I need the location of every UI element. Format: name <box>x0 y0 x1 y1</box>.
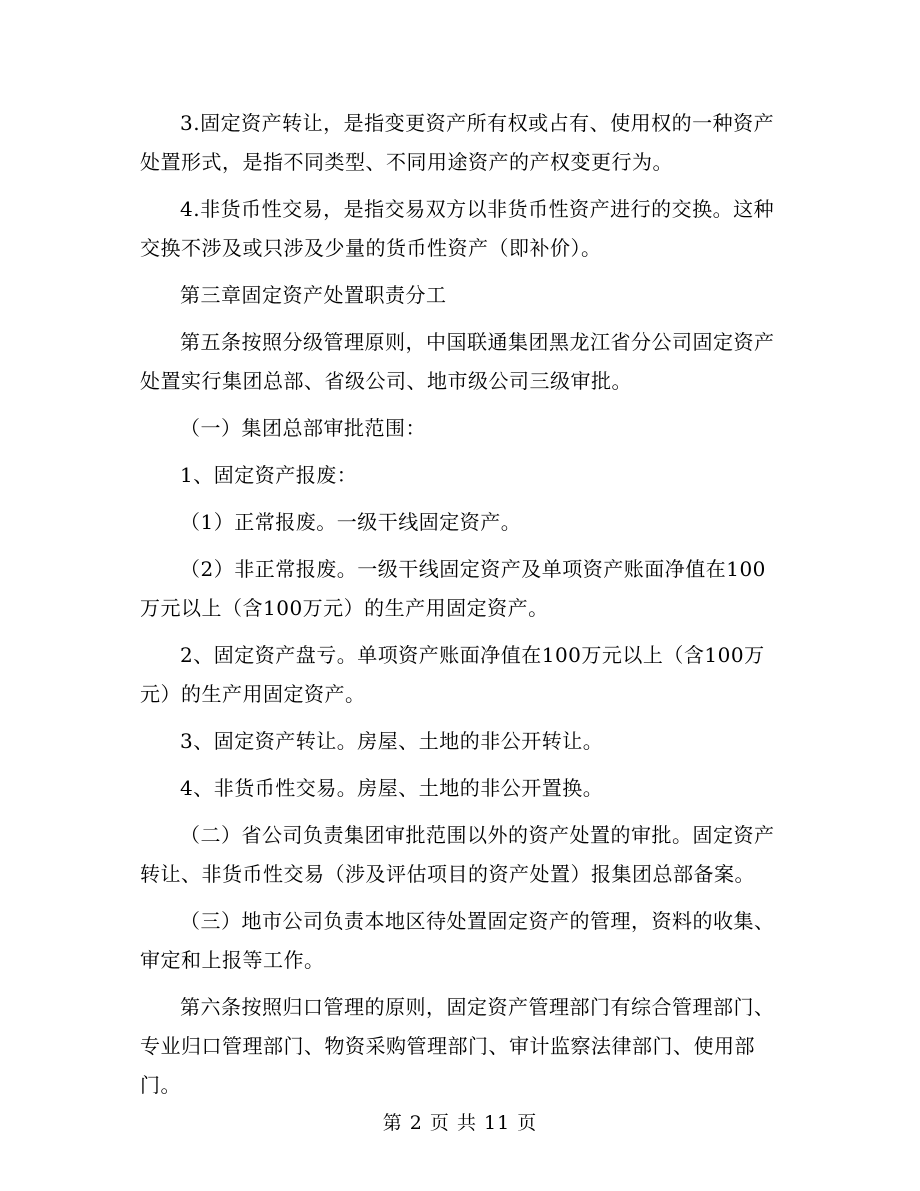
paragraph-transfer-definition: 3.固定资产转让，是指变更资产所有权或占有、使用权的一种资产处置形式，是指不同类型、不同用途资产的产权变更行为。 <box>140 111 775 174</box>
paragraph-scrap: 1、固定资产报废： <box>180 463 358 487</box>
paragraph-article-6: 第六条按照归口管理的原则，固定资产管理部门有综合管理部门、专业归口管理部门、物资采购管理部门、审计监察法律部门、使用部门。 <box>140 995 775 1097</box>
page-number-footer: 第 2 页 共 11 页 <box>382 1112 538 1134</box>
paragraph-nonmonetary-exchange: 4、非货币性交易。房屋、土地的非公开置换。 <box>180 776 604 800</box>
paragraph-asset-transfer: 3、固定资产转让。房屋、土地的非公开转让。 <box>180 729 604 753</box>
paragraph-nonmonetary-definition: 4.非货币性交易，是指交易双方以非货币性资产进行的交换。这种交换不涉及或只涉及少量的货币性资产（即补价）。 <box>140 197 775 260</box>
paragraph-hq-scope: （一）集团总部审批范围： <box>180 416 426 440</box>
paragraph-city-scope: （三）地市公司负责本地区待处置固定资产的管理，资料的收集、审定和上报等工作。 <box>140 909 775 972</box>
document-body <box>140 104 780 1113</box>
paragraph-inventory-loss: 2、固定资产盘亏。单项资产账面净值在100万元以上（含100万元）的生产用固定资产。 <box>140 643 765 706</box>
paragraph-province-scope: （二）省公司负责集团审批范围以外的资产处置的审批。固定资产转让、非货币性交易（涉及评估项目的资产处置）报集团总部备案。 <box>140 823 775 886</box>
paragraph-abnormal-scrap: （2）非正常报废。一级干线固定资产及单项资产账面净值在100万元以上（含100万元）的生产用固定资产。 <box>140 557 766 620</box>
paragraph-article-5: 第五条按照分级管理原则，中国联通集团黑龙江省分公司固定资产处置实行集团总部、省级公司、地市级公司三级审批。 <box>140 330 775 393</box>
paragraph-normal-scrap: （1）正常报废。一级干线固定资产。 <box>180 510 522 534</box>
chapter-heading: 第三章固定资产处置职责分工 <box>180 283 447 307</box>
